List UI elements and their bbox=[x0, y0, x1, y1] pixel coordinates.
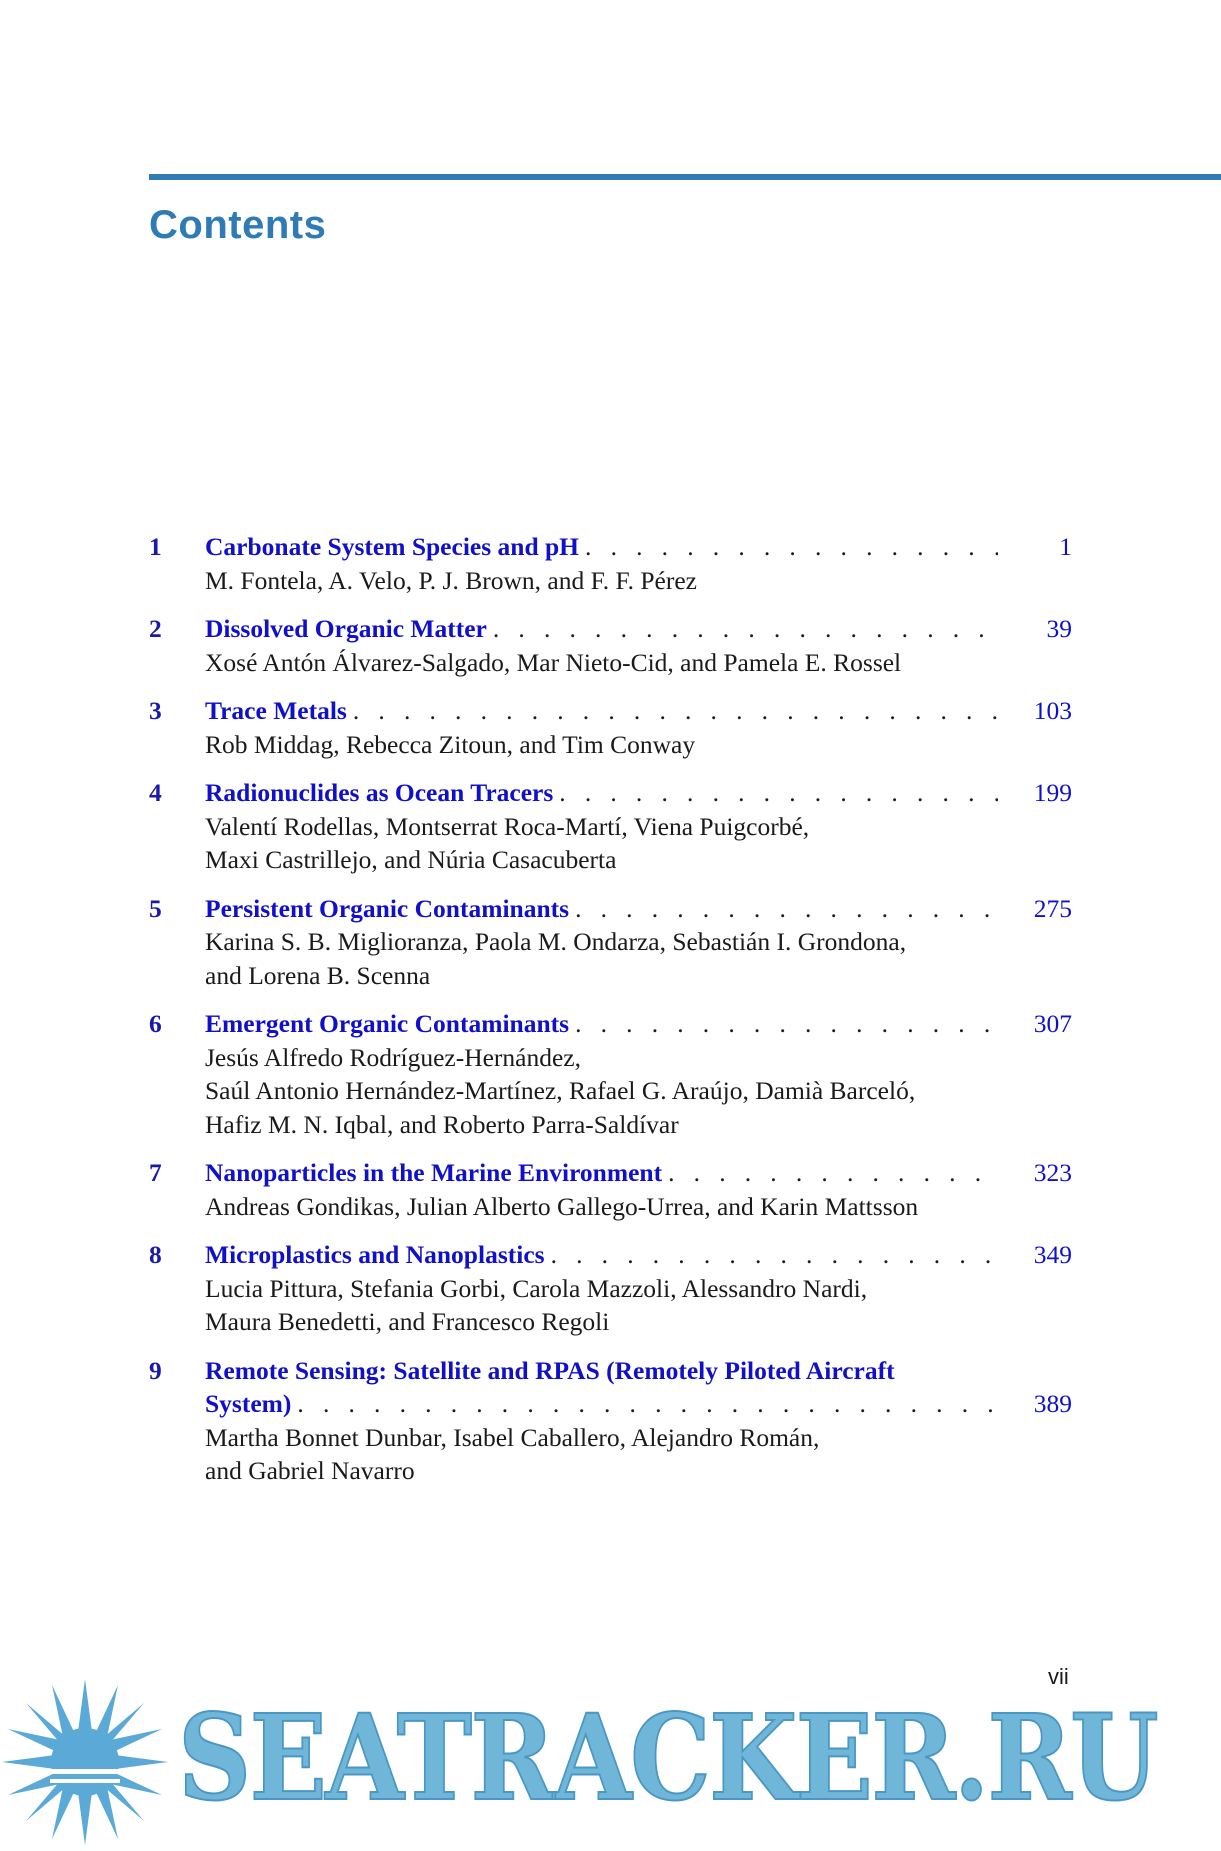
watermark bbox=[0, 1665, 1221, 1851]
chapter-authors: M. Fontela, A. Velo, P. J. Brown, and F. F. Pérez bbox=[205, 565, 697, 595]
chapter-title-link[interactable]: Persistent Organic Contaminants bbox=[205, 893, 570, 923]
chapter-authors: Xosé Antón Álvarez-Salgado, Mar Nieto-Cid, and Pamela E. Rossel bbox=[205, 647, 902, 677]
sun-icon bbox=[0, 1677, 170, 1847]
chapter-number: 2 bbox=[149, 614, 162, 643]
chapter-page-link[interactable]: 275 bbox=[1033, 893, 1072, 923]
toc-entry-2 bbox=[149, 612, 1072, 679]
table-of-contents bbox=[149, 530, 1072, 1503]
chapter-title-link[interactable]: System) bbox=[205, 1389, 292, 1418]
chapter-page-link[interactable]: 323 bbox=[1033, 1158, 1072, 1187]
chapter-authors: Martha Bonnet Dunbar, Isabel Caballero, Alejandro Román, bbox=[205, 1422, 820, 1452]
dot-leader bbox=[353, 694, 998, 728]
chapter-authors: Maxi Castrillejo, and Núria Casacuberta bbox=[205, 845, 617, 874]
toc-entry-1 bbox=[149, 530, 1072, 597]
chapter-page-link[interactable]: 307 bbox=[1033, 1009, 1072, 1038]
chapter-title-link-line-1[interactable]: Remote Sensing: Satellite and RPAS (Remotely Piloted Aircraft bbox=[205, 1355, 895, 1385]
dot-leader bbox=[493, 612, 998, 646]
page-title: Contents bbox=[149, 203, 327, 247]
chapter-title-link[interactable]: Carbonate System Species and pH bbox=[205, 532, 580, 561]
dot-leader bbox=[551, 1238, 998, 1272]
dot-leader bbox=[585, 530, 998, 564]
toc-entry-9 bbox=[149, 1354, 1072, 1488]
chapter-page-link[interactable]: 389 bbox=[1033, 1389, 1072, 1418]
toc-entry-5 bbox=[149, 892, 1072, 993]
chapter-authors: Karina S. B. Miglioranza, Paola M. Ondarza, Sebastián I. Grondona, bbox=[205, 927, 907, 956]
toc-entry-4 bbox=[149, 776, 1072, 877]
watermark-text: SEATRACKER.RU bbox=[178, 1688, 1157, 1827]
top-rule bbox=[149, 174, 1221, 180]
chapter-number: 1 bbox=[149, 532, 162, 561]
chapter-number: 8 bbox=[149, 1240, 162, 1269]
dot-leader bbox=[297, 1387, 998, 1421]
chapter-number: 7 bbox=[149, 1158, 162, 1187]
chapter-authors: Valentí Rodellas, Montserrat Roca-Martí, Viena Puigcorbé, bbox=[205, 811, 810, 841]
chapter-authors: Maura Benedetti, and Francesco Regoli bbox=[205, 1307, 610, 1336]
chapter-page-link[interactable]: 1 bbox=[1059, 532, 1072, 561]
chapter-authors: Rob Middag, Rebecca Zitoun, and Tim Conway bbox=[205, 729, 696, 759]
chapter-page-link[interactable]: 349 bbox=[1033, 1240, 1072, 1269]
toc-entry-8 bbox=[149, 1238, 1072, 1339]
chapter-authors: Hafiz M. N. Iqbal, and Roberto Parra-Saldívar bbox=[205, 1109, 679, 1139]
chapter-authors: Andreas Gondikas, Julian Alberto Gallego-Urrea, and Karin Mattsson bbox=[205, 1191, 919, 1221]
chapter-authors: and Gabriel Navarro bbox=[205, 1456, 415, 1485]
chapter-authors: Jesús Alfredo Rodríguez-Hernández, bbox=[205, 1042, 582, 1072]
chapter-page-link[interactable]: 39 bbox=[1046, 614, 1072, 643]
dot-leader bbox=[575, 1007, 998, 1041]
chapter-title-link[interactable]: Radionuclides as Ocean Tracers bbox=[205, 778, 554, 807]
toc-entry-7 bbox=[149, 1156, 1072, 1223]
chapter-page-link[interactable]: 103 bbox=[1033, 696, 1072, 725]
chapter-authors: Saúl Antonio Hernández-Martínez, Rafael G. Araújo, Damià Barceló, bbox=[205, 1076, 916, 1105]
dot-leader bbox=[668, 1156, 998, 1190]
chapter-page-link[interactable]: 199 bbox=[1033, 778, 1072, 807]
toc-entry-6 bbox=[149, 1007, 1072, 1141]
chapter-title-link[interactable]: Microplastics and Nanoplastics bbox=[205, 1240, 545, 1269]
dot-leader bbox=[575, 892, 998, 926]
chapter-title-link[interactable]: Dissolved Organic Matter bbox=[205, 614, 487, 643]
chapter-number: 6 bbox=[149, 1009, 162, 1038]
chapter-title-link[interactable]: Trace Metals bbox=[205, 696, 347, 725]
page-number: vii bbox=[1048, 1664, 1069, 1689]
chapter-title-link[interactable]: Emergent Organic Contaminants bbox=[205, 1009, 570, 1038]
toc-entry-3 bbox=[149, 694, 1072, 761]
chapter-number: 5 bbox=[149, 893, 162, 923]
chapter-authors: and Lorena B. Scenna bbox=[205, 960, 431, 990]
chapter-authors: Lucia Pittura, Stefania Gorbi, Carola Mazzoli, Alessandro Nardi, bbox=[205, 1273, 868, 1303]
chapter-number: 4 bbox=[149, 778, 162, 807]
chapter-number: 3 bbox=[149, 696, 162, 725]
chapter-title-link[interactable]: Nanoparticles in the Marine Environment bbox=[205, 1158, 663, 1187]
chapter-number: 9 bbox=[149, 1355, 162, 1385]
dot-leader bbox=[559, 776, 998, 810]
